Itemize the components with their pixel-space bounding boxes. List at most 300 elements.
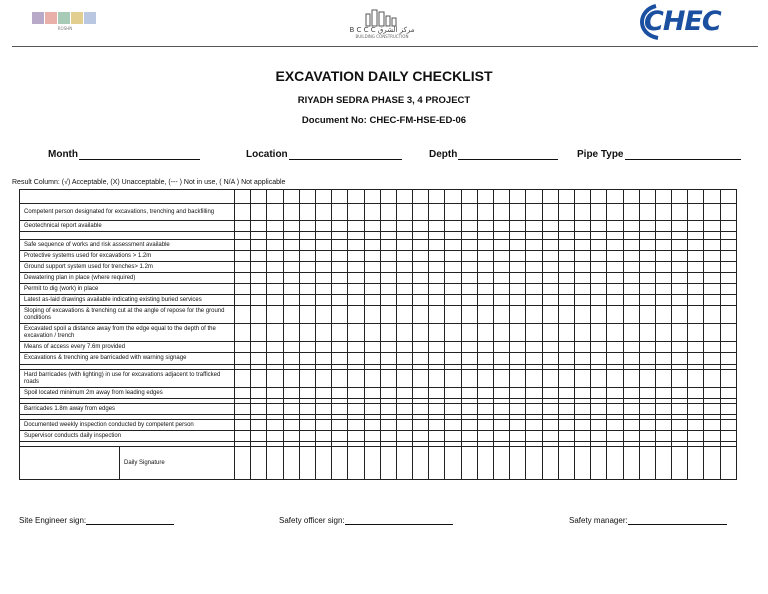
result-cell[interactable] [672, 251, 688, 262]
result-cell[interactable] [655, 420, 671, 431]
result-cell[interactable] [477, 262, 493, 273]
result-cell[interactable] [332, 295, 348, 306]
result-cell[interactable] [672, 232, 688, 240]
result-cell[interactable] [477, 232, 493, 240]
result-cell[interactable] [591, 404, 607, 415]
result-cell[interactable] [364, 273, 380, 284]
result-cell[interactable] [558, 240, 574, 251]
result-cell[interactable] [558, 190, 574, 204]
result-cell[interactable] [510, 306, 526, 324]
result-cell[interactable] [348, 232, 364, 240]
result-cell[interactable] [639, 251, 655, 262]
result-cell[interactable] [655, 370, 671, 388]
result-cell[interactable] [413, 342, 429, 353]
result-cell[interactable] [413, 324, 429, 342]
result-cell[interactable] [283, 404, 299, 415]
result-cell[interactable] [445, 431, 461, 442]
result-cell[interactable] [283, 324, 299, 342]
daily-signature-cell[interactable] [655, 447, 671, 480]
result-cell[interactable] [591, 232, 607, 240]
result-cell[interactable] [461, 420, 477, 431]
result-cell[interactable] [655, 388, 671, 399]
result-cell[interactable] [283, 240, 299, 251]
daily-signature-cell[interactable] [558, 447, 574, 480]
result-cell[interactable] [672, 240, 688, 251]
result-cell[interactable] [348, 306, 364, 324]
result-cell[interactable] [510, 190, 526, 204]
result-cell[interactable] [623, 190, 639, 204]
daily-signature-cell[interactable] [704, 447, 720, 480]
result-cell[interactable] [688, 306, 704, 324]
result-cell[interactable] [574, 251, 590, 262]
result-cell[interactable] [704, 240, 720, 251]
result-cell[interactable] [283, 273, 299, 284]
daily-signature-cell[interactable] [445, 447, 461, 480]
result-cell[interactable] [380, 221, 396, 232]
result-cell[interactable] [477, 324, 493, 342]
result-cell[interactable] [461, 251, 477, 262]
result-cell[interactable] [396, 370, 412, 388]
result-cell[interactable] [332, 284, 348, 295]
result-cell[interactable] [283, 295, 299, 306]
result-cell[interactable] [251, 388, 267, 399]
result-cell[interactable] [494, 204, 510, 221]
result-cell[interactable] [607, 190, 623, 204]
result-cell[interactable] [332, 232, 348, 240]
result-cell[interactable] [396, 251, 412, 262]
result-cell[interactable] [380, 353, 396, 365]
daily-signature-cell[interactable] [429, 447, 445, 480]
result-cell[interactable] [332, 404, 348, 415]
result-cell[interactable] [396, 232, 412, 240]
result-cell[interactable] [639, 420, 655, 431]
result-cell[interactable] [494, 262, 510, 273]
result-cell[interactable] [720, 251, 736, 262]
result-cell[interactable] [445, 342, 461, 353]
result-cell[interactable] [510, 342, 526, 353]
result-cell[interactable] [688, 262, 704, 273]
result-cell[interactable] [558, 273, 574, 284]
result-cell[interactable] [332, 370, 348, 388]
result-cell[interactable] [655, 353, 671, 365]
result-cell[interactable] [591, 306, 607, 324]
result-cell[interactable] [315, 221, 331, 232]
result-cell[interactable] [315, 273, 331, 284]
result-cell[interactable] [413, 431, 429, 442]
result-cell[interactable] [704, 388, 720, 399]
result-cell[interactable] [235, 295, 251, 306]
result-cell[interactable] [445, 420, 461, 431]
result-cell[interactable] [315, 232, 331, 240]
result-cell[interactable] [251, 342, 267, 353]
result-cell[interactable] [235, 388, 251, 399]
result-cell[interactable] [445, 262, 461, 273]
result-cell[interactable] [623, 306, 639, 324]
month-field[interactable] [48, 149, 200, 160]
result-cell[interactable] [445, 251, 461, 262]
result-cell[interactable] [591, 221, 607, 232]
result-cell[interactable] [477, 342, 493, 353]
result-cell[interactable] [396, 240, 412, 251]
result-cell[interactable] [364, 342, 380, 353]
result-cell[interactable] [364, 221, 380, 232]
result-cell[interactable] [510, 204, 526, 221]
result-cell[interactable] [720, 353, 736, 365]
result-cell[interactable] [526, 204, 542, 221]
result-cell[interactable] [591, 431, 607, 442]
result-cell[interactable] [494, 190, 510, 204]
result-cell[interactable] [510, 370, 526, 388]
result-cell[interactable] [299, 232, 315, 240]
result-cell[interactable] [413, 221, 429, 232]
result-cell[interactable] [574, 353, 590, 365]
result-cell[interactable] [639, 232, 655, 240]
result-cell[interactable] [542, 284, 558, 295]
result-cell[interactable] [315, 431, 331, 442]
result-cell[interactable] [267, 240, 283, 251]
result-cell[interactable] [348, 388, 364, 399]
result-cell[interactable] [591, 353, 607, 365]
result-cell[interactable] [235, 404, 251, 415]
result-cell[interactable] [639, 204, 655, 221]
result-cell[interactable] [413, 190, 429, 204]
result-cell[interactable] [380, 431, 396, 442]
result-cell[interactable] [380, 273, 396, 284]
result-cell[interactable] [591, 388, 607, 399]
result-cell[interactable] [655, 221, 671, 232]
result-cell[interactable] [494, 240, 510, 251]
result-cell[interactable] [315, 251, 331, 262]
result-cell[interactable] [413, 251, 429, 262]
result-cell[interactable] [526, 388, 542, 399]
result-cell[interactable] [477, 295, 493, 306]
result-cell[interactable] [655, 262, 671, 273]
result-cell[interactable] [510, 388, 526, 399]
result-cell[interactable] [688, 431, 704, 442]
result-cell[interactable] [655, 251, 671, 262]
result-cell[interactable] [429, 431, 445, 442]
result-cell[interactable] [607, 388, 623, 399]
result-cell[interactable] [348, 370, 364, 388]
result-cell[interactable] [672, 190, 688, 204]
daily-signature-cell[interactable] [364, 447, 380, 480]
result-cell[interactable] [364, 306, 380, 324]
result-cell[interactable] [461, 284, 477, 295]
result-cell[interactable] [526, 221, 542, 232]
result-cell[interactable] [494, 232, 510, 240]
result-cell[interactable] [526, 262, 542, 273]
result-cell[interactable] [688, 251, 704, 262]
result-cell[interactable] [591, 273, 607, 284]
result-cell[interactable] [413, 388, 429, 399]
daily-signature-cell[interactable] [510, 447, 526, 480]
result-cell[interactable] [235, 190, 251, 204]
result-cell[interactable] [380, 240, 396, 251]
result-cell[interactable] [510, 353, 526, 365]
result-cell[interactable] [364, 204, 380, 221]
result-cell[interactable] [494, 284, 510, 295]
result-cell[interactable] [639, 221, 655, 232]
result-cell[interactable] [396, 404, 412, 415]
result-cell[interactable] [299, 324, 315, 342]
result-cell[interactable] [542, 204, 558, 221]
result-cell[interactable] [704, 353, 720, 365]
result-cell[interactable] [574, 431, 590, 442]
result-cell[interactable] [574, 324, 590, 342]
result-cell[interactable] [574, 273, 590, 284]
result-cell[interactable] [607, 431, 623, 442]
result-cell[interactable] [688, 295, 704, 306]
result-cell[interactable] [267, 204, 283, 221]
result-cell[interactable] [720, 190, 736, 204]
result-cell[interactable] [299, 251, 315, 262]
result-cell[interactable] [655, 284, 671, 295]
result-cell[interactable] [396, 306, 412, 324]
result-cell[interactable] [315, 420, 331, 431]
result-cell[interactable] [720, 295, 736, 306]
result-cell[interactable] [364, 370, 380, 388]
result-cell[interactable] [720, 342, 736, 353]
result-cell[interactable] [315, 262, 331, 273]
result-cell[interactable] [477, 420, 493, 431]
daily-signature-cell[interactable] [413, 447, 429, 480]
result-cell[interactable] [429, 221, 445, 232]
result-cell[interactable] [720, 204, 736, 221]
result-cell[interactable] [315, 388, 331, 399]
result-cell[interactable] [348, 221, 364, 232]
result-cell[interactable] [672, 262, 688, 273]
result-cell[interactable] [315, 306, 331, 324]
result-cell[interactable] [542, 273, 558, 284]
result-cell[interactable] [558, 342, 574, 353]
result-cell[interactable] [591, 262, 607, 273]
daily-signature-cell[interactable] [251, 447, 267, 480]
safety-officer-sign[interactable] [279, 516, 453, 525]
daily-signature-cell[interactable] [380, 447, 396, 480]
result-cell[interactable] [251, 404, 267, 415]
result-cell[interactable] [655, 273, 671, 284]
result-cell[interactable] [299, 204, 315, 221]
result-cell[interactable] [623, 251, 639, 262]
result-cell[interactable] [315, 324, 331, 342]
result-cell[interactable] [672, 306, 688, 324]
result-cell[interactable] [639, 295, 655, 306]
result-cell[interactable] [477, 306, 493, 324]
result-cell[interactable] [623, 404, 639, 415]
result-cell[interactable] [413, 232, 429, 240]
result-cell[interactable] [380, 420, 396, 431]
result-cell[interactable] [704, 273, 720, 284]
result-cell[interactable] [332, 221, 348, 232]
result-cell[interactable] [607, 262, 623, 273]
result-cell[interactable] [510, 221, 526, 232]
daily-signature-cell[interactable] [396, 447, 412, 480]
result-cell[interactable] [558, 388, 574, 399]
result-cell[interactable] [591, 251, 607, 262]
result-cell[interactable] [477, 404, 493, 415]
result-cell[interactable] [332, 262, 348, 273]
result-cell[interactable] [445, 306, 461, 324]
result-cell[interactable] [591, 342, 607, 353]
location-blank[interactable] [289, 149, 402, 160]
result-cell[interactable] [704, 284, 720, 295]
result-cell[interactable] [526, 431, 542, 442]
result-cell[interactable] [396, 388, 412, 399]
result-cell[interactable] [477, 240, 493, 251]
result-cell[interactable] [461, 306, 477, 324]
result-cell[interactable] [380, 324, 396, 342]
result-cell[interactable] [380, 388, 396, 399]
result-cell[interactable] [574, 232, 590, 240]
result-cell[interactable] [526, 251, 542, 262]
daily-signature-cell[interactable] [639, 447, 655, 480]
result-cell[interactable] [364, 404, 380, 415]
result-cell[interactable] [413, 204, 429, 221]
daily-signature-cell[interactable] [574, 447, 590, 480]
result-cell[interactable] [720, 284, 736, 295]
result-cell[interactable] [688, 204, 704, 221]
result-cell[interactable] [445, 273, 461, 284]
result-cell[interactable] [688, 404, 704, 415]
result-cell[interactable] [445, 404, 461, 415]
result-cell[interactable] [429, 388, 445, 399]
result-cell[interactable] [704, 190, 720, 204]
result-cell[interactable] [655, 240, 671, 251]
result-cell[interactable] [235, 306, 251, 324]
result-cell[interactable] [396, 190, 412, 204]
result-cell[interactable] [574, 204, 590, 221]
result-cell[interactable] [380, 404, 396, 415]
result-cell[interactable] [299, 306, 315, 324]
result-cell[interactable] [251, 431, 267, 442]
result-cell[interactable] [283, 284, 299, 295]
result-cell[interactable] [558, 370, 574, 388]
result-cell[interactable] [704, 295, 720, 306]
daily-signature-cell[interactable] [672, 447, 688, 480]
result-cell[interactable] [558, 404, 574, 415]
result-cell[interactable] [461, 221, 477, 232]
result-cell[interactable] [558, 306, 574, 324]
result-cell[interactable] [494, 388, 510, 399]
result-cell[interactable] [283, 262, 299, 273]
result-cell[interactable] [413, 353, 429, 365]
result-cell[interactable] [283, 251, 299, 262]
result-cell[interactable] [639, 240, 655, 251]
result-cell[interactable] [364, 324, 380, 342]
result-cell[interactable] [510, 431, 526, 442]
result-cell[interactable] [429, 273, 445, 284]
result-cell[interactable] [364, 190, 380, 204]
result-cell[interactable] [396, 431, 412, 442]
result-cell[interactable] [396, 262, 412, 273]
result-cell[interactable] [623, 353, 639, 365]
result-cell[interactable] [672, 353, 688, 365]
result-cell[interactable] [413, 404, 429, 415]
result-cell[interactable] [672, 431, 688, 442]
result-cell[interactable] [477, 190, 493, 204]
result-cell[interactable] [332, 431, 348, 442]
result-cell[interactable] [364, 240, 380, 251]
result-cell[interactable] [558, 295, 574, 306]
result-cell[interactable] [235, 420, 251, 431]
result-cell[interactable] [688, 370, 704, 388]
result-cell[interactable] [688, 232, 704, 240]
result-cell[interactable] [542, 190, 558, 204]
result-cell[interactable] [315, 342, 331, 353]
result-cell[interactable] [348, 420, 364, 431]
result-cell[interactable] [494, 273, 510, 284]
result-cell[interactable] [283, 232, 299, 240]
result-cell[interactable] [655, 324, 671, 342]
result-cell[interactable] [477, 284, 493, 295]
result-cell[interactable] [251, 221, 267, 232]
result-cell[interactable] [607, 251, 623, 262]
result-cell[interactable] [299, 262, 315, 273]
result-cell[interactable] [267, 420, 283, 431]
result-cell[interactable] [607, 353, 623, 365]
result-cell[interactable] [639, 388, 655, 399]
depth-blank[interactable] [458, 149, 558, 160]
result-cell[interactable] [380, 306, 396, 324]
result-cell[interactable] [542, 353, 558, 365]
result-cell[interactable] [332, 273, 348, 284]
pipe-type-blank[interactable] [625, 149, 741, 160]
result-cell[interactable] [542, 388, 558, 399]
result-cell[interactable] [494, 324, 510, 342]
result-cell[interactable] [558, 232, 574, 240]
depth-field[interactable] [429, 149, 558, 160]
result-cell[interactable] [413, 262, 429, 273]
result-cell[interactable] [251, 420, 267, 431]
result-cell[interactable] [574, 262, 590, 273]
result-cell[interactable] [251, 190, 267, 204]
result-cell[interactable] [542, 404, 558, 415]
result-cell[interactable] [299, 295, 315, 306]
result-cell[interactable] [332, 342, 348, 353]
result-cell[interactable] [299, 190, 315, 204]
result-cell[interactable] [623, 295, 639, 306]
result-cell[interactable] [542, 370, 558, 388]
result-cell[interactable] [688, 420, 704, 431]
result-cell[interactable] [574, 221, 590, 232]
result-cell[interactable] [639, 370, 655, 388]
result-cell[interactable] [623, 240, 639, 251]
result-cell[interactable] [591, 295, 607, 306]
result-cell[interactable] [251, 295, 267, 306]
result-cell[interactable] [526, 370, 542, 388]
result-cell[interactable] [235, 251, 251, 262]
result-cell[interactable] [639, 306, 655, 324]
result-cell[interactable] [720, 306, 736, 324]
result-cell[interactable] [510, 273, 526, 284]
result-cell[interactable] [704, 251, 720, 262]
result-cell[interactable] [477, 388, 493, 399]
daily-signature-cell[interactable] [283, 447, 299, 480]
result-cell[interactable] [348, 190, 364, 204]
result-cell[interactable] [445, 232, 461, 240]
result-cell[interactable] [720, 273, 736, 284]
result-cell[interactable] [720, 232, 736, 240]
result-cell[interactable] [591, 284, 607, 295]
daily-signature-cell[interactable] [315, 447, 331, 480]
result-cell[interactable] [688, 240, 704, 251]
result-cell[interactable] [251, 240, 267, 251]
result-cell[interactable] [526, 232, 542, 240]
result-cell[interactable] [413, 240, 429, 251]
result-cell[interactable] [526, 353, 542, 365]
result-cell[interactable] [574, 342, 590, 353]
result-cell[interactable] [477, 370, 493, 388]
